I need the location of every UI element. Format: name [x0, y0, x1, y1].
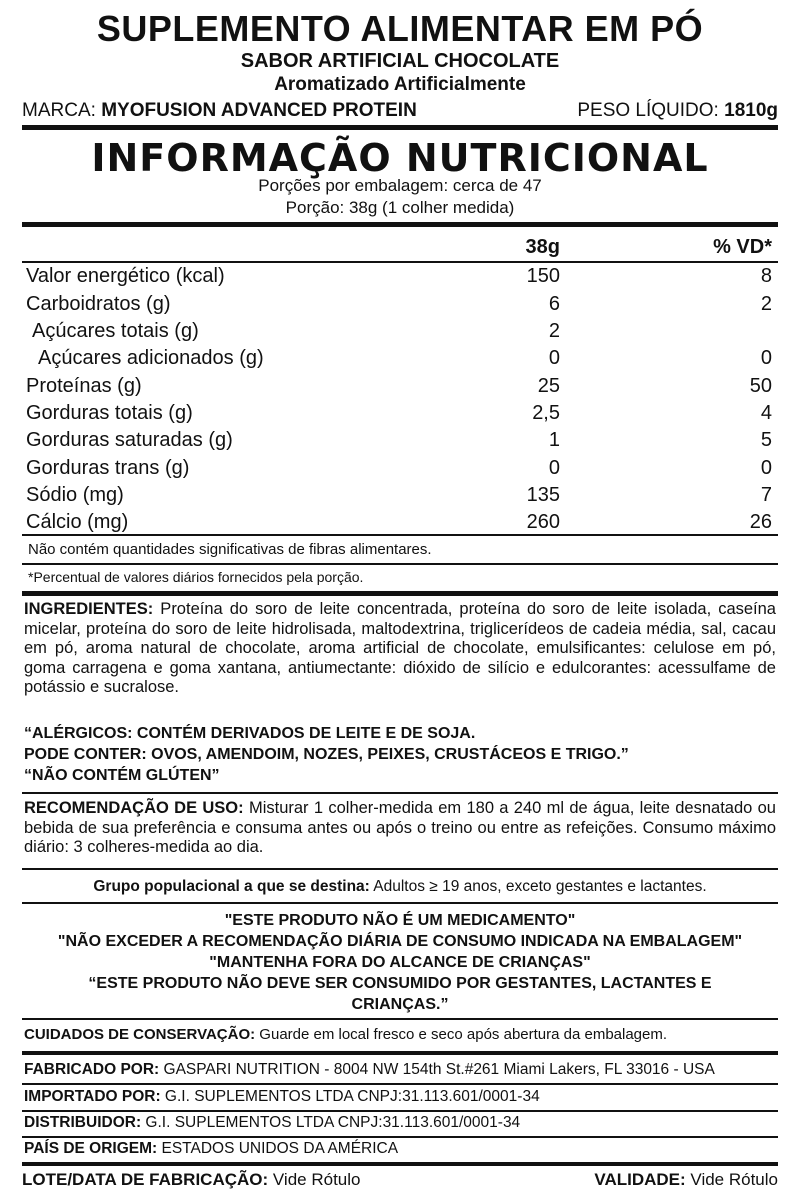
nutrition-row	[22, 291, 778, 318]
nutrient-vd: 0	[760, 347, 772, 370]
divider	[22, 1110, 778, 1112]
flavor-line: SABOR ARTIFICIAL CHOCOLATE	[240, 50, 560, 72]
serving-size: Porção: 38g (1 colher medida)	[285, 198, 515, 217]
allergen-line-2: PODE CONTER: OVOS, AMENDOIM, NOZES, PEIXES, CRUSTÁCEOS E TRIGO.”	[24, 746, 629, 763]
manufacturer-text: GASPARI NUTRITION - 8004 NW 154th St.#261 Miami Lakers, FL 33016 - USA	[159, 1061, 715, 1078]
divider	[22, 125, 778, 130]
nutrient-value: 2	[548, 320, 560, 343]
footer-row	[22, 1170, 778, 1190]
nutrient-value: 25	[537, 374, 560, 397]
usage-text: Misturar 1 colher-medida em 180 a 240 ml de água, leite desnatado ou bebida de sua preferência e consuma antes ou após o treino ou entre as refeições. Consumo máximo diário: 3 colheres-medida ao dia.	[24, 799, 776, 856]
storage-care	[24, 1026, 776, 1043]
divider	[22, 902, 778, 904]
allergen-line-3: “NÃO CONTÉM GLÚTEN”	[24, 767, 220, 784]
validity	[594, 1170, 778, 1190]
usage-label: RECOMENDAÇÃO DE USO:	[24, 799, 244, 817]
brand-label: MARCA:	[22, 100, 96, 121]
aroma-line: Aromatizado Artificialmente	[274, 74, 526, 95]
lot-label: LOTE/DATA DE FABRICAÇÃO:	[22, 1170, 269, 1189]
importer-text: G.I. SUPLEMENTOS LTDA CNPJ:31.113.601/0001-34	[160, 1088, 540, 1105]
storage-text: Guarde em local fresco e seco após abertura da embalagem.	[255, 1026, 668, 1043]
validity-text: Vide Rótulo	[685, 1170, 778, 1189]
warning-line-4: “ESTE PRODUTO NÃO DEVE SER CONSUMIDO POR GESTANTES, LACTANTES E CRIANÇAS.”	[88, 975, 712, 1013]
nutrition-table	[22, 234, 778, 536]
warning-line-3: "MANTENHA FORA DO ALCANCE DE CRIANÇAS"	[209, 954, 591, 971]
nutrient-vd: 0	[760, 456, 772, 479]
origin-label: PAÍS DE ORIGEM:	[24, 1140, 158, 1157]
nutrient-value: 6	[548, 292, 560, 315]
nutrient-vd: 8	[760, 265, 772, 288]
nutrient-vd: 4	[760, 401, 772, 424]
importer	[24, 1088, 776, 1106]
weight-label: PESO LÍQUIDO:	[577, 100, 719, 121]
nutrient-name: Gorduras trans (g)	[26, 456, 190, 479]
group-text: Adultos ≥ 19 anos, exceto gestantes e lactantes.	[369, 878, 707, 895]
nutrition-row	[22, 262, 778, 290]
ingredients-label: INGREDIENTES:	[24, 600, 154, 618]
col-portion: 38g	[406, 234, 568, 262]
nutrition-row	[22, 372, 778, 399]
nutrient-vd: 7	[760, 483, 772, 506]
vd-note: *Percentual de valores diários fornecidos pela porção.	[28, 569, 364, 585]
nutrition-row	[22, 345, 778, 372]
warning-line-1: "ESTE PRODUTO NÃO É UM MEDICAMENTO"	[224, 912, 576, 929]
warning-line-2: "NÃO EXCEDER A RECOMENDAÇÃO DIÁRIA DE CONSUMO INDICADA NA EMBALAGEM"	[57, 933, 743, 950]
nutrient-value: 135	[526, 483, 560, 506]
nutrient-value: 150	[526, 265, 560, 288]
divider	[22, 591, 778, 596]
distributor	[24, 1114, 776, 1132]
nutrition-row	[22, 318, 778, 345]
nutrient-value: 260	[526, 511, 560, 534]
nutrient-name: Valor energético (kcal)	[26, 265, 225, 288]
divider	[22, 1162, 778, 1166]
target-group	[0, 878, 800, 896]
ingredients-text: Proteína do soro de leite concentrada, proteína do soro de leite isolada, caseína micelar, proteína do soro de leite hidrolisada, maltodextrina, triglicerídeos de cadeia média, sal, cacau em pó, aroma natural de chocolate, aroma artificial de chocolate, emulsificantes: celulose em pó, goma carragena e goma xantana, antiumectante: dióxido de silício e edulcorantes: acessulfame de potássio e sucralose.	[24, 600, 776, 696]
allergen-line-1: “ALÉRGICOS: CONTÉM DERIVADOS DE LEITE E DE SOJA.	[24, 725, 476, 742]
manufacturer	[24, 1061, 776, 1079]
divider	[22, 1136, 778, 1138]
table-header-blank	[22, 234, 406, 262]
nutrient-name: Proteínas (g)	[26, 374, 142, 397]
brand-weight-row	[22, 100, 778, 122]
net-weight	[577, 100, 778, 122]
nutrient-name: Gorduras saturadas (g)	[26, 429, 233, 452]
nutrient-name: Cálcio (mg)	[26, 511, 129, 534]
nutrition-row	[22, 454, 778, 481]
col-vd: % VD*	[568, 234, 778, 262]
distributor-text: G.I. SUPLEMENTOS LTDA CNPJ:31.113.601/0001-34	[141, 1114, 521, 1131]
allergens	[24, 723, 629, 786]
nutrition-row	[22, 509, 778, 536]
divider	[22, 1051, 778, 1055]
nutrient-value: 1	[548, 429, 560, 452]
country-of-origin	[24, 1140, 776, 1158]
nutrient-value: 0	[548, 456, 560, 479]
nutrient-name: Açúcares adicionados (g)	[38, 347, 264, 370]
origin-text: ESTADOS UNIDOS DA AMÉRICA	[157, 1140, 399, 1157]
distributor-label: DISTRIBUIDOR:	[24, 1114, 142, 1131]
nutrient-value: 2,5	[532, 401, 560, 424]
storage-label: CUIDADOS DE CONSERVAÇÃO:	[24, 1026, 256, 1043]
nutrition-row	[22, 427, 778, 454]
fiber-note: Não contém quantidades significativas de fibras alimentares.	[28, 541, 432, 558]
brand-value: MYOFUSION ADVANCED PROTEIN	[101, 100, 417, 121]
nutrient-vd: 26	[749, 511, 772, 534]
nutrient-vd: 5	[760, 429, 772, 452]
servings-per-package: Porções por embalagem: cerca de 47	[258, 176, 542, 195]
brand	[22, 100, 417, 122]
divider	[22, 1083, 778, 1085]
lot-text: Vide Rótulo	[268, 1170, 361, 1189]
table-header-row	[22, 234, 778, 262]
divider	[22, 222, 778, 227]
nutrient-vd	[568, 318, 778, 345]
divider	[22, 792, 778, 794]
ingredients	[24, 600, 776, 698]
warnings	[40, 910, 760, 1015]
nutrient-name: Açúcares totais (g)	[32, 320, 199, 343]
divider	[22, 534, 778, 536]
nutrition-heading: INFORMAÇÃO NUTRICIONAL	[91, 136, 709, 180]
group-label: Grupo populacional a que se destina:	[93, 878, 370, 895]
validity-label: VALIDADE:	[594, 1170, 686, 1189]
nutrition-row	[22, 400, 778, 427]
nutrition-row	[22, 482, 778, 509]
nutrient-vd: 50	[749, 374, 772, 397]
divider	[22, 868, 778, 870]
weight-value: 1810g	[724, 100, 778, 121]
nutrient-name: Sódio (mg)	[26, 483, 124, 506]
importer-label: IMPORTADO POR:	[24, 1088, 161, 1105]
nutrient-name: Gorduras totais (g)	[26, 401, 193, 424]
lot-date	[22, 1170, 360, 1190]
nutrient-name: Carboidratos (g)	[26, 292, 171, 315]
divider	[22, 563, 778, 565]
product-title: SUPLEMENTO ALIMENTAR EM PÓ	[96, 8, 704, 49]
usage-recommendation	[24, 799, 776, 858]
nutrient-vd: 2	[760, 292, 772, 315]
divider	[22, 1018, 778, 1020]
nutrient-value: 0	[548, 347, 560, 370]
manufacturer-label: FABRICADO POR:	[24, 1061, 160, 1078]
